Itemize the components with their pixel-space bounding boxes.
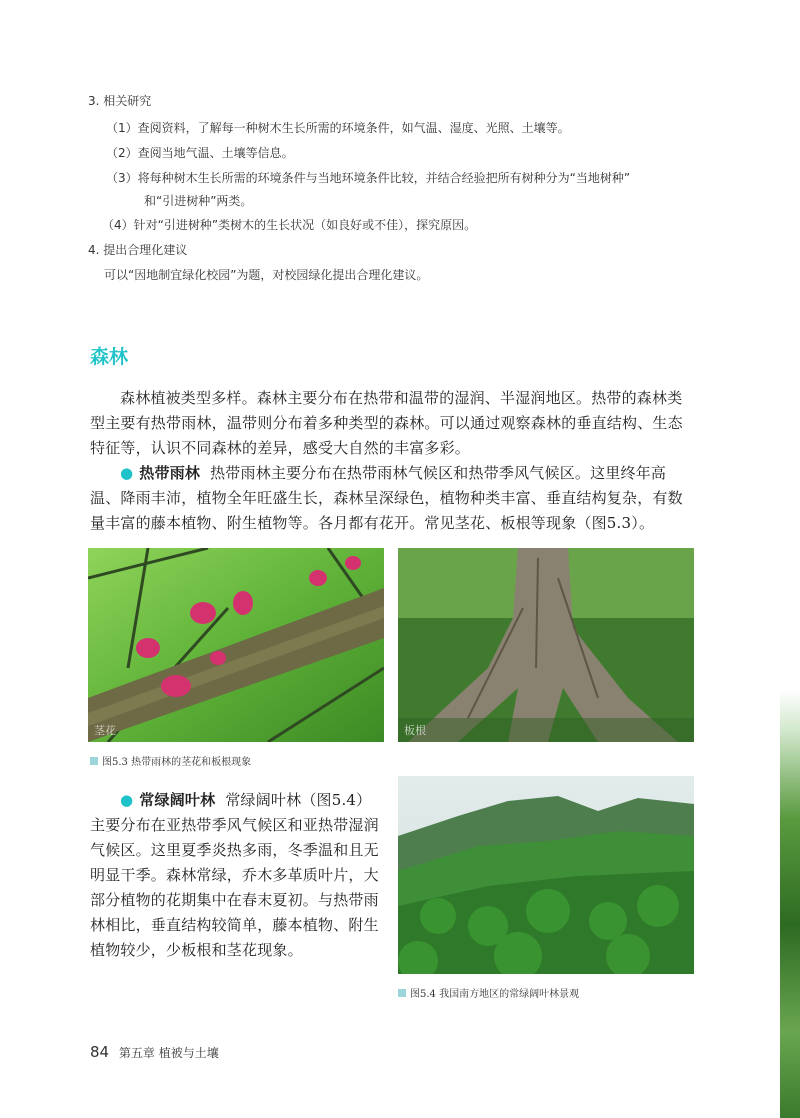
page-edge-decoration xyxy=(780,690,800,1118)
research-item-3-1: （1）查阅资料，了解每一种树木生长所需的环境条件，如气温、湿度、光照、土壤等。 xyxy=(106,121,570,135)
evergreen-term: 常绿阔叶林 xyxy=(139,791,216,809)
caption-square-icon xyxy=(90,757,98,765)
fig-5-4-caption xyxy=(398,985,579,1000)
fig-5-3-caption-text: 图5.3 热带雨林的茎花和板根现象 xyxy=(102,757,252,768)
evergreen-forest-photo xyxy=(398,776,694,974)
fig-5-3-caption xyxy=(90,753,251,768)
research-item-3-4: （4）针对“引进树种”类树木的生长状况（如良好或不佳），探究原因。 xyxy=(102,218,477,232)
buttress-root-photo xyxy=(398,548,694,742)
evergreen-text: 常绿阔叶林（图5.4）主要分布在亚热带季风气候区和亚热带湿润气候区。这里夏季炎热多雨，冬季温和且无明显干季。森林常绿，乔木多革质叶片，大部分植物的花期集中在春末夏初。与热带雨林相比，垂直结构较简单，藤本植物、附生植物较少，少板根和茎花现象。 xyxy=(90,791,379,959)
cauliflory-photo xyxy=(88,548,384,742)
rainforest-text: 热带雨林主要分布在热带雨林气候区和热带季风气候区。这里终年高温、降雨丰沛，植物全年旺盛生长，森林呈深绿色，植物种类丰富、垂直结构复杂，有数量丰富的藤本植物、附生植物等。各月都有花开。常见茎花、板根等现象（图5.3）。 xyxy=(90,464,683,532)
research-item-4-title: 4. 提出合理化建议 xyxy=(88,243,188,257)
intro-paragraph: 森林植被类型多样。森林主要分布在热带和温带的湿润、半湿润地区。热带的森林类型主要有热带雨林，温带则分布着多种类型的森林。可以通过观察森林的垂直结构、生态特征等，认识不同森林的差异，感受大自然的丰富多彩。 xyxy=(90,389,683,457)
evergreen-paragraph xyxy=(90,788,380,963)
caption-square-icon xyxy=(398,989,406,997)
cauliflory-photo-tag: 茎花 xyxy=(94,724,116,737)
research-item-3-title: 3. 相关研究 xyxy=(88,94,152,108)
research-item-3-2: （2）查阅当地气温、土壤等信息。 xyxy=(106,146,294,160)
research-item-4-text: 可以“因地制宜绿化校园”为题，对校园绿化提出合理化建议。 xyxy=(104,268,429,282)
buttress-root-photo-tag: 板根 xyxy=(404,724,426,737)
rainforest-paragraph xyxy=(90,461,694,536)
page-number: 84 xyxy=(90,1043,110,1061)
fig-5-4-caption-text: 图5.4 我国南方地区的常绿阔叶林景观 xyxy=(410,989,580,1000)
chapter-title: 第五章 植被与土壤 xyxy=(118,1046,219,1060)
bullet-icon: ● xyxy=(120,791,134,809)
research-item-3-3a: （3）将每种树木生长所需的环境条件与当地环境条件比较，并结合经验把所有树种分为“当地树种” xyxy=(106,171,631,185)
research-item-3-3b: 和“引进树种”两类。 xyxy=(144,194,253,208)
page-footer xyxy=(90,1043,219,1061)
section-title: 森林 xyxy=(90,346,129,368)
rainforest-term: 热带雨林 xyxy=(139,464,201,482)
bullet-icon: ● xyxy=(120,464,134,482)
